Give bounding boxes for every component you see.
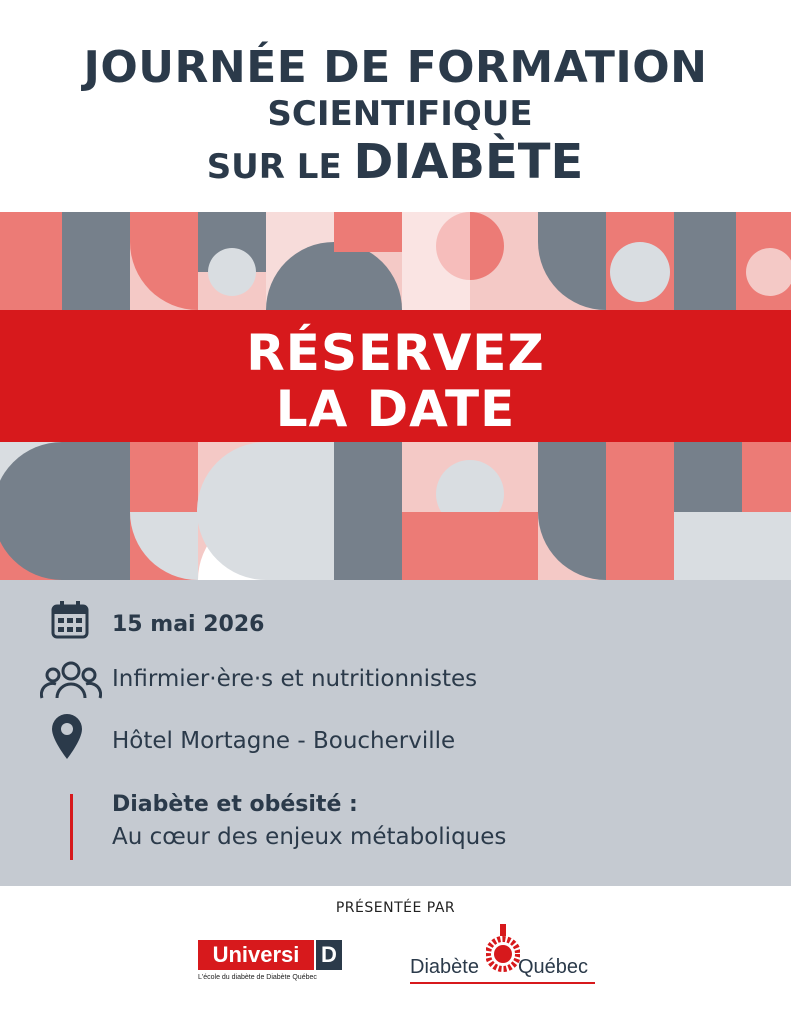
universid-logo: [198, 936, 353, 986]
presented-by-label: PRÉSENTÉE PAR: [335, 900, 456, 916]
banner-line-2: LA DATE: [275, 380, 516, 438]
title-line-1: JOURNÉE DE FORMATION: [83, 42, 708, 93]
universid-logo-tagline: L'école du diabète de Diabète Québec: [198, 974, 317, 981]
universid-logo-name: Universi: [198, 940, 314, 970]
diabete-quebec-emblem-icon: [486, 924, 520, 976]
banner-line-1: RÉSERVEZ: [246, 324, 545, 382]
title-line-3-emphasis: DIABÈTE: [353, 134, 584, 190]
diabete-quebec-logo: [410, 924, 600, 994]
diabete-quebec-logo-right: Québec: [518, 956, 589, 978]
title-line-3-prefix: SUR LE: [206, 147, 354, 187]
event-audience: Infirmier·ère·s et nutritionnistes: [112, 666, 478, 692]
save-the-date-banner: [0, 310, 791, 442]
universid-logo-letter: D: [316, 940, 342, 970]
footer: [0, 886, 791, 1024]
topic-title: Diabète et obésité :: [112, 792, 358, 817]
people-icon: [40, 658, 102, 702]
diabete-quebec-logo-left: Diabète: [410, 956, 479, 978]
title-line-2: SCIENTIFIQUE: [267, 94, 533, 134]
event-date: 15 mai 2026: [112, 612, 265, 637]
calendar-icon: [50, 600, 90, 640]
event-details-panel: [0, 580, 791, 886]
topic-subtitle: Au cœur des enjeux métaboliques: [112, 824, 507, 850]
title-line-3: [160, 134, 630, 190]
event-location: Hôtel Mortagne - Boucherville: [112, 728, 456, 754]
location-pin-icon: [50, 712, 84, 762]
diabete-quebec-underline: [410, 982, 595, 984]
event-title: [0, 0, 791, 212]
topic-accent-bar: [70, 794, 73, 860]
